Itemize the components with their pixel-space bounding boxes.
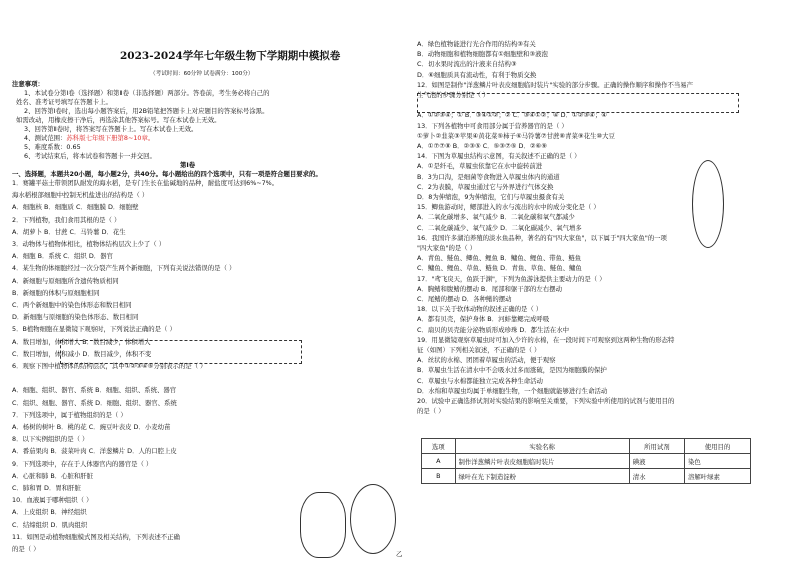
question-line: 征（如图）下列相关叙述，不正确的是（ ）: [417, 346, 541, 354]
notice-line: 1、本试卷分第Ⅰ卷（选择题）和第Ⅱ卷（非选择题）两部分。答卷前，考生务必将自己的: [24, 89, 270, 97]
question-line: A．细胞核 B．细胞质 C．细胞膜 D．细胞壁: [12, 203, 139, 212]
animal-cell-figure: [350, 484, 396, 554]
question-line: D．水绵和草履虫均属于单细胞生物，一个细胞就能够进行生命活动: [417, 386, 608, 395]
table-header: 实验名称: [455, 439, 629, 454]
table-cell: 绿叶在光下制造淀粉: [455, 469, 629, 484]
question-line: 15．鲫鱼游动时，鳃部进入的水与流出的水中的成分变化是（ ）: [417, 203, 600, 212]
question-line: 13．下列各植物中可食用部分属于营养器官的是（ ）: [417, 121, 568, 130]
question-line: 11．如图是动植物细胞模式图及相关结构，下列表述不正确: [12, 532, 180, 541]
table-cell: B: [422, 469, 456, 484]
question-line: A．①是纤毛，草履虫依靠它在水中旋转前进: [417, 162, 543, 171]
table-cell: 溶解叶绿素: [684, 469, 750, 484]
question-line: "四大家鱼"的是（ ）: [417, 244, 477, 252]
right-column: [397, 0, 794, 562]
section-desc: 一、选择题，本题共20小题，每小题2分，共40分。每小题给出的四个选项中，只有一项是符合题目要求的。: [12, 170, 322, 178]
question-line: A．二氧化碳增多、氧气减少 B．二氧化碳和氧气都减少: [417, 213, 575, 222]
question-line: A．①②③④；① B．③④①②；② C．③④①②；④ D．①②③④；④: [417, 111, 607, 120]
table-cell: A: [422, 454, 456, 469]
notice-line: 6、考试结束后，将本试卷和答题卡一并交回。: [24, 152, 156, 160]
question-line: A．杨树的树叶 B．桃的花 C．豌豆叶表皮 D．小麦幼苗: [12, 423, 171, 431]
table-header: 所用试剂: [629, 439, 684, 454]
notice-line: 2、回答第Ⅰ卷时，选出每小题答案后，用2B铅笔把答题卡上对应题目的答案标号涂黑。: [24, 107, 269, 115]
figure-label-yi: 乙: [396, 550, 403, 558]
notice-range: 苏科版七年级下册第8~10章。: [66, 134, 155, 142]
question-line: C．数目增加，体积减小 D．数目减少，体积不变: [12, 349, 152, 358]
question-line: A．数目增加，体积增大 B．数目减少，体积增大: [12, 337, 151, 346]
table-row: [422, 439, 751, 454]
question-line: C．组织、细胞、器官、系统 D．细胞、组织、器官、系统: [12, 398, 177, 407]
question-line: C．结缔组织 D．肌肉组织: [12, 520, 88, 529]
question-line: C．两个新细胞中的染色体形态和数目相同: [12, 301, 132, 309]
question-line: A．青鱼、鲢鱼、鲫鱼、鲤鱼 B．鳙鱼、鲤鱼、带鱼、鲢鱼: [417, 254, 582, 263]
question-line: ①萝卜②韭菜③苹果④黄花菜⑤柿子⑥马铃薯⑦甘蔗⑧青菜⑨花生⑩大豆: [417, 131, 615, 140]
question-line: A．心脏和肺 B．心脏和肝脏: [12, 471, 94, 480]
table-cell: 清水: [629, 469, 684, 484]
question-line: C．扇贝的贝壳能分泌物质形成珍珠 D．都生活在水中: [417, 325, 570, 334]
question-line: B．3为口沟，是细菌等食物进入草履虫体内的通道: [417, 172, 560, 181]
table-cell: 染色: [684, 454, 750, 469]
question-line: C．尾鳍的摆动 D．各种鳍的摆动: [417, 295, 512, 303]
question-line: 16．我国许多湖泊养殖的淡水鱼品种，著名的有"四大家鱼"，以下属于"四大家鱼"的一项: [417, 233, 667, 242]
question-line: B．新细胞的体积与原细胞相同: [12, 288, 100, 297]
question-line: 4．某生物的体细胞经过一次分裂产生两个新细胞，下列有关说法错误的是（ ）: [12, 264, 236, 273]
question-line: C．草履虫与水棉都能独立完成各种生命活动: [417, 376, 543, 385]
question-line: 2．下列植物，我们食用其根的是（ ）: [12, 215, 121, 224]
question-line: 17．"鸢飞戾天，鱼跃于渊"，下列为鱼游泳提供主要动力的是（ ）: [417, 274, 606, 283]
question-line: 20．试验中正确选择试剂对实验结果的影响至关重要，下列实验中所使用的试剂与使用目的: [417, 397, 675, 405]
question-line: C．2为表膜，草履虫通过它与外界进行气体交换: [417, 182, 554, 191]
section-heading: 第Ⅰ卷: [180, 161, 196, 169]
notice-range-prefix: 4、测试范围：: [24, 134, 67, 142]
question-line: A．胡萝卜 B．甘蔗 C．马铃薯 D．花生: [12, 227, 126, 236]
table-cell: 制作洋葱鳞片叶表皮细胞临时装片: [455, 454, 629, 469]
question-line: A．新细胞与原细胞所含遗传物质相同: [12, 276, 119, 285]
question-line: C．切水果时流出的汁液来自结构③: [417, 60, 517, 69]
question-line: A．绿色植物能进行光合作用的结构③有关: [417, 40, 536, 48]
question-line: 3．动物体与植物体相比，植物体结构层次上少了（ ）: [12, 240, 166, 248]
paramecium-figure: [692, 160, 724, 248]
question-line: 的是（ ）: [12, 545, 40, 553]
exam-meta: （考试时间：60分钟 试卷满分：100分）: [150, 71, 254, 77]
question-line: A．番茄果肉 B．菠菜叶肉 C．洋葱鳞片 D．人的口腔上皮: [12, 447, 177, 456]
question-line: A．都有贝壳，保护身体 B．河蚌靠鳃完成呼吸: [417, 315, 550, 324]
table-cell: 碘液: [629, 454, 684, 469]
question-line: 10．血液属于哪种组织（ ）: [12, 496, 93, 505]
table-header: 选项: [422, 439, 456, 454]
slide-steps-figure: [417, 93, 739, 113]
question-line: 14．下图为草履虫结构示意图，有关叙述不正确的是（ ）: [417, 152, 581, 161]
notice-line: 5、难度系数：0.65: [24, 143, 81, 151]
plant-structure-figure: [60, 340, 302, 364]
table-row: [422, 454, 751, 469]
question-line: A．上皮组织 B．神经组织: [12, 508, 87, 517]
question-line: 生气泡的步骤分别是（ ）: [417, 91, 490, 99]
notice-line: 3、回答第Ⅱ卷时，将答案写在答题卡上。写在本试卷上无效。: [24, 125, 198, 133]
question-line: 7．下列选项中，属于植物组织的是（ ）: [12, 410, 127, 419]
question-line: C．鳙鱼、鲤鱼、草鱼、鲢鱼 D．青鱼、草鱼、鲢鱼、鳙鱼: [417, 264, 582, 273]
question-line: 18．以下关于软体动物的叙述正确的是（ ）: [417, 305, 543, 314]
experiment-table: [421, 438, 751, 484]
question-line: A．细胞 B．系统 C．组织 D．器官: [12, 252, 113, 261]
plant-cell-figure: [300, 492, 346, 558]
question-line: C．肺和胃 D．胃和肝脏: [12, 484, 81, 492]
question-line: 海水稻根部细胞中控制无机盐进出的结构是（ ）: [12, 191, 149, 200]
question-line: B．动物细胞和植物细胞都有①细胞壁和③液泡: [417, 50, 548, 59]
question-line: A．①⑦⑦⑧ B．②③⑤ C．⑤③⑦⑤ D．②⑥⑨: [417, 142, 548, 150]
question-line: D．8为伸缩泡，9为伸缩泡，它们与草履虫摄食有关: [417, 193, 565, 201]
question-line: 6．观察下图中植物体的结构层次，其中①②③④⑤分别表示的是（ ）: [12, 362, 207, 370]
question-line: A．胸鳍和腹鳍的摆动 B．尾部和躯干部的左右摆动: [417, 284, 562, 293]
question-line: 1．赛罐平菇土带领团队耐发的海水稻，是专门生长在盐碱地的品种，耐盐度可达到6%~7%。: [12, 179, 279, 187]
notice-line: 如需改动，用橡皮擦干净后，再选涂其他答案标号。写在本试卷上无效。: [16, 116, 221, 124]
question-line: 8．以下实例组织的是（ ）: [12, 435, 89, 444]
table-row: [422, 469, 751, 484]
question-line: 5．B植物细胞在显微镜下观察时，下列说法正确的是（ ）: [12, 325, 176, 334]
question-line: 的是（ ）: [417, 407, 445, 416]
notice-heading: 注意事项：: [12, 80, 44, 88]
question-line: 9．下列选项中，存在于人体器官内的器官是（ ）: [12, 459, 153, 468]
question-line: D．新细胞与原细胞的染色体形态、数目相同: [12, 313, 139, 322]
question-line: 12．如图是制作"洋葱鳞片叶表皮细胞临时装片"实验的部分步骤。正确的操作顺序和操作不当易产: [417, 80, 694, 89]
question-line: 19．用显微镜观察草履虫时可加入少许的水棉，在一段时间下可观察到这两种生物的形态特: [417, 335, 675, 344]
notice-line: [24, 134, 154, 142]
question-line: A．细胞、组织、器官、系统 B．细胞、组织、系统、器官: [12, 386, 177, 395]
notice-line: 姓名、准考证号填写在答题卡上。: [16, 98, 112, 106]
page-title: 2023-2024学年七年级生物下学期期中模拟卷: [120, 50, 341, 62]
table-header: 使用目的: [684, 439, 750, 454]
question-line: B．草履虫生活在清水中不会吸水过多而涨破，是因为细胞膜的保护: [417, 366, 607, 375]
question-line: A．丝状的水棉、团团着草履虫的活动，便于观察: [417, 356, 556, 365]
question-line: D．⑥细胞质具有流动性，有利于物质交换: [417, 70, 537, 79]
question-line: C．二氧化碳减少、氧气减少 D．二氧化碳减少、氧气增多: [417, 223, 582, 232]
